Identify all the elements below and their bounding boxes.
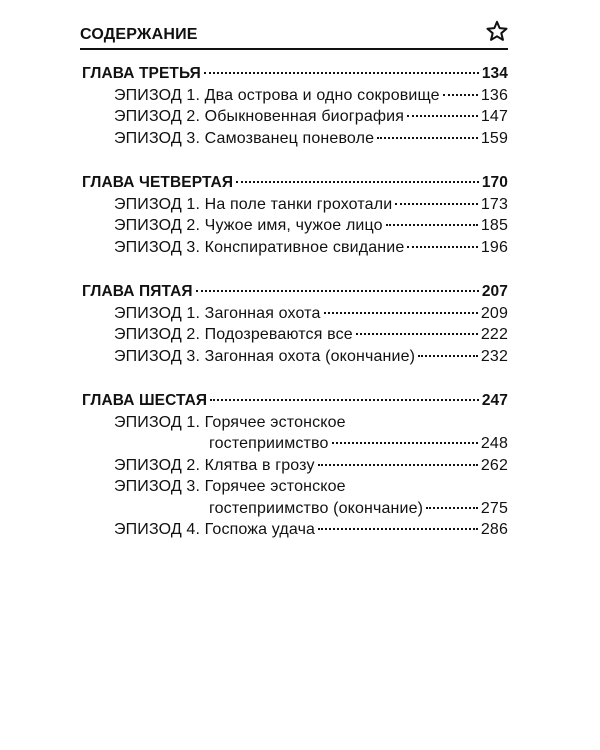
episode-entry (80, 412, 508, 455)
page-number: 286 (480, 521, 508, 538)
page-number: 209 (480, 304, 508, 322)
episode-entry (80, 455, 508, 477)
episode-entry (80, 519, 508, 541)
episode-title-continuation-row (114, 498, 508, 520)
leader-dots (196, 290, 479, 292)
page-number: 275 (480, 499, 508, 517)
page-number: 147 (480, 108, 508, 125)
leader-dots (332, 442, 478, 444)
episode-title: ЭПИЗОД 2. Клятва в грозу (114, 456, 315, 474)
leader-dots (407, 246, 477, 248)
episode-title: ЭПИЗОД 3. Горячее эстонское (114, 478, 346, 495)
page-header (80, 16, 508, 50)
episode-title: ЭПИЗОД 1. Загонная охота (114, 304, 321, 322)
page-number: 134 (481, 65, 508, 82)
episode-title: ЭПИЗОД 1. На поле танки грохотали (114, 195, 393, 213)
episode-entry (80, 237, 508, 259)
leader-dots (418, 355, 478, 357)
chapter-section (80, 281, 508, 367)
episode-entry (80, 85, 508, 107)
leader-dots (407, 115, 478, 117)
episode-entry (80, 215, 508, 237)
chapter-title: ГЛАВА ПЯТАЯ (82, 283, 193, 300)
episode-entry (80, 303, 508, 325)
episode-title: ЭПИЗОД 2. Чужое имя, чужое лицо (114, 217, 383, 234)
chapter-section (80, 63, 508, 149)
chapter-section (80, 172, 508, 258)
leader-dots (318, 528, 478, 530)
episode-entry (80, 106, 508, 128)
episode-entry (80, 128, 508, 150)
page-number: 207 (481, 283, 508, 300)
leader-dots (377, 137, 478, 139)
leader-dots (426, 507, 478, 509)
star-icon (486, 20, 508, 42)
page-number: 232 (480, 347, 508, 365)
chapter-title: ГЛАВА ТРЕТЬЯ (82, 65, 201, 82)
leader-dots (395, 203, 478, 205)
episode-title-continuation: гостеприимство (окончание) (209, 499, 424, 517)
chapter-entry (80, 390, 508, 412)
leader-dots (443, 94, 478, 96)
page-number: 185 (480, 217, 508, 234)
page-number: 222 (480, 326, 508, 343)
leader-dots (204, 72, 479, 74)
episode-entry (80, 324, 508, 346)
leader-dots (236, 181, 479, 183)
episode-title: ЭПИЗОД 2. Подозреваются все (114, 326, 353, 343)
page-number: 136 (480, 86, 508, 104)
episode-entry (80, 346, 508, 368)
page-title: СОДЕРЖАНИЕ (80, 26, 198, 43)
page-number: 262 (480, 456, 508, 474)
leader-dots (210, 399, 479, 401)
leader-dots (318, 464, 478, 466)
episode-title-continuation: гостеприимство (209, 435, 329, 452)
episode-title: ЭПИЗОД 2. Обыкновенная биография (114, 108, 405, 125)
header-divider (80, 48, 508, 50)
page-number: 248 (480, 435, 508, 452)
episode-title: ЭПИЗОД 3. Конспиративное свидание (114, 238, 405, 256)
chapter-title: ГЛАВА ЧЕТВЕРТАЯ (82, 174, 234, 191)
page-number: 159 (480, 129, 508, 147)
chapter-section (80, 390, 508, 541)
episode-title-continuation-row (114, 433, 508, 455)
chapter-entry (80, 172, 508, 194)
table-of-contents (80, 63, 508, 564)
episode-entry (80, 194, 508, 216)
episode-title: ЭПИЗОД 4. Госпожа удача (114, 521, 316, 538)
episode-title: ЭПИЗОД 3. Самозванец поневоле (114, 129, 375, 147)
leader-dots (324, 312, 478, 314)
chapter-entry (80, 281, 508, 303)
page-number: 170 (481, 174, 508, 191)
episode-title: ЭПИЗОД 1. Два острова и одно сокровище (114, 86, 440, 104)
leader-dots (386, 224, 478, 226)
page-number: 247 (481, 392, 508, 409)
episode-title: ЭПИЗОД 3. Загонная охота (окончание) (114, 347, 416, 365)
episode-title: ЭПИЗОД 1. Горячее эстонское (114, 413, 346, 431)
chapter-title: ГЛАВА ШЕСТАЯ (82, 392, 208, 409)
chapter-entry (80, 63, 508, 85)
page-number: 173 (480, 195, 508, 213)
episode-entry (80, 476, 508, 519)
leader-dots (356, 333, 478, 335)
page-number: 196 (480, 238, 508, 256)
